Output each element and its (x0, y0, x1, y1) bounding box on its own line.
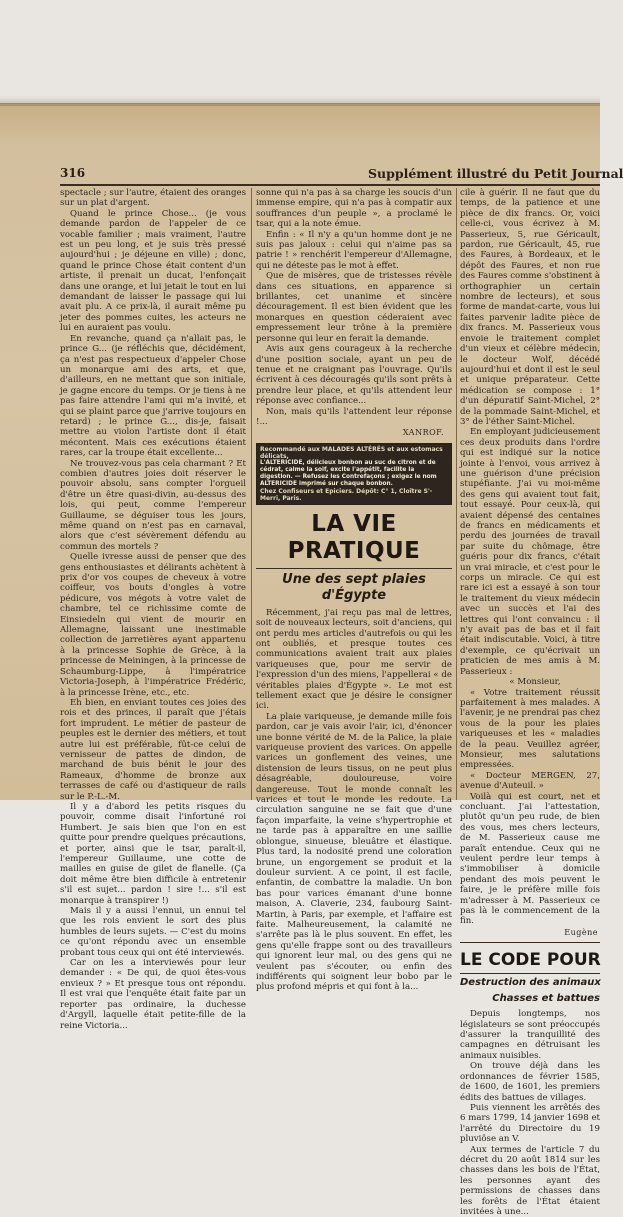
col3-paragraph: « Votre traitement réussit parfaitement à mes malades. A l'avenir, je ne prendrai pas chez vous de la pour les plaies variqueuses et les « maladies de la peau. Veuillez agréer, Monsieur, mes salutations empressées. (460, 687, 600, 771)
section-rule (256, 568, 452, 569)
col3-paragraph: Depuis longtemps, nos législateurs se sont préoccupés d'assurer la tranquillité des campagnes en détruisant les animaux nuisibles. (460, 1009, 600, 1061)
code-subtitle-1: Destruction des animaux (460, 977, 601, 989)
signature-eugene: Eugène (564, 927, 598, 937)
code-rule-bottom (460, 973, 600, 974)
ad-line-1: Recommandé aux MALADES ALTÉRÉS et aux estomacs délicats, (260, 445, 443, 460)
col2-paragraph: La plaie variqueuse, je demande mille fois pardon, car je vais avoir l'air, ici, d'énoncer une bonne vérité de M. de la Palice, la plaie variqueuse provient des varices. On appelle varices un gonflement des veines, une distension de leurs tissus, on ne peut plus désagréable, douloureuse, voire dangereuse. Tout le monde connaît les varices et tout le monde les redoute. La circulation sanguine ne se fait que d'une façon imparfaite, la veine s'hypertrophie et ne tarde pas à apparaître en une saillie oblongue, sinueuse, bleuâtre et élastique. Plus tard, la nodosité prend une coloration brune, un engorgement se produit et la douleur survient. A ce point, il est facile, enfantin, de combattre la maladie. Un bon bas pour varices émanant d'une bonne maison, A. Claverie, 234, faubourg Saint-Martin, à Paris, par exemple, et l'affaire est faite. Malheureusement, la calamité ne s'arrête pas là le plus souvent. En effet, les gens qu'elle frappe sont ou des travailleurs qui ignorent leur mal, ou des gens qui ne veulent pas s'écouter, ou enfin des indifférents qui soignent leur bobo par le plus profond mépris et qui font à la... (256, 711, 452, 993)
page-number: 316 (60, 166, 86, 180)
col1-paragraph: En revanche, quand ça n'allait pas, le prince G... (je réfléchis que, décidément, ça n'est pas respectueux d'appeler Chose un monarque ami des arts, et que, d'ailleurs, en ne mettant que son initiale, je gagne encore du temps. Or je tiens à ne pas faire attendre l'ami qui m'a invité, et qui se plaint parce que j'arrive toujours en retard) ; le prince G..., dis-je, faisait mettre au violon l'artiste dont il était mécontent. Mais ces exécutions étaient rares, car la troupe était excellente... (60, 333, 246, 459)
ad-line-2: L'ALTERICIDE, délicieux bonbon au suc de citron et de cédrat, calme la soif, excite l'appétit, facilite la digestion. — Refusez les Contrefaçons ; exigez le nom ALTERICIDE imprimé sur chaque bonbon. (260, 459, 437, 487)
col3-paragraph: On trouve déjà dans les ordonnances de février 1585, de 1600, de 1601, les premiers édits des battues de villages. (460, 1061, 600, 1103)
article-subtitle: Une des sept plaies d'Égypte (282, 571, 426, 603)
col3-paragraph: « Docteur MERGEN, 27, avenue d'Auteuil. » (460, 770, 600, 792)
column-2 (256, 188, 452, 993)
ad-line-3: Chez Confiseurs et Epiciers. Dépôt: C° 1, Cloître S'-Merri, Paris. (260, 487, 433, 502)
header-rule (60, 184, 600, 186)
altericide-advertisement (256, 443, 452, 505)
section-title: LA VIE PRATIQUE (287, 510, 421, 564)
page-header (60, 166, 623, 182)
col2-paragraph: Que de misères, que de tristesses révèle dans ces situations, en apparence si brillantes, cet unanime et sincère découragement. Il est bien évident que les monarques en question céderaient avec empressement leur trône à la première personne qui leur en ferait la demande. (256, 271, 452, 344)
col2-paragraph: Récemment, j'ai reçu pas mal de lettres, soit de nouveaux lecteurs, soit d'anciens, qui ont perdu mes articles d'autrefois ou qui les ont oubliés, et presque toutes ces communications avaient trait aux plaies variqueuses que, pour me servir de l'expression d'un des miens, l'appellerai « de véritables plaies d'Égypte ». Le mot est tellement exact que je désire le consigner ici. (256, 607, 452, 712)
code-rule-top (460, 942, 600, 943)
signature-xanrof: XANROF. (402, 428, 444, 438)
col2-paragraph: Enfin : « Il n'y a qu'un homme dont je ne suis pas jaloux : celui qui n'aime pas sa patrie ! » renchérit l'empereur d'Allemagne, qui ne déteste pas le mot à effet. (256, 229, 452, 271)
col1-paragraph: Ne trouvez-vous pas cela charmant ? Et combien d'autres joies doit réserver le pouvoir absolu, sans compter l'orgueil d'être un être quasi-divin, au-dessus des lois, qui peut, comme l'empereur Guillaume, se déguiser tous les jours, même quand on n'est pas en carnaval, alors que c'est sévèrement défendu au commun des mortels ? (60, 458, 246, 552)
col3-paragraph: En employant judicieusement ces deux produits dans l'ordre qui est indiqué sur la notice jointe à l'envoi, vous arrivez à une guérison d'une précision stupéfiante. J'ai vu moi-même des gens qui avaient tout fait, tout essayé. Pour ceux-là, qui avaient dépensé des centaines de francs en médicaments et perdu des journées de travail par suite du chômage, être guéris pour dix francs, c'était un vrai miracle, et c'est pour le corps un miracle. Ce qui est rare ici est a essayé à son tour le traitement du vieux médecin avec un succès et l'ai des lettres qui l'ont convaincu : il n'y avait pas de bas et il fait était indiscutable. Voici, à titre d'exemple, ce qu'écrivait un praticien de mes amis à M. Passerieux : (460, 427, 600, 677)
col3-paragraph: Aux termes de l'article 7 du décret du 20 août 1814 sur les chasses dans les bois de l'État, les personnes ayant des permissions de chasses dans les forêts de l'État étaient invitées à une... (460, 1144, 600, 1217)
column-rule-1 (251, 188, 252, 800)
col1-paragraph: Eh bien, en enviant toutes ces joies des rois et des princes, il paraît que j'étais fort imprudent. Le métier de pasteur de peuples est le dernier des métiers, et tout autre lui est préférable, fût-ce celui de vernisseur de pattes de dindon, de marchand de buis bénit le jour des Rameaux, d'homme de bronze aux terrasses de café ou d'astiqueur de rails sur le P.-L.-M. (60, 697, 246, 802)
col1-paragraph: Quand le prince Chose... (je vous demande pardon de l'appeler de ce vocable familier ; mais vraiment, l'autre est un peu long, et je suis très pressé aujourd'hui ; je déjeune en ville) ; donc, quand le prince Chose était content d'un artiste, il prenait un ducat, l'enfonçait dans une orange, et lui jetait le tout en lui demandant de laisser le passage qui lui avait plu. A ce prix-là, il aurait même pu jeter des pommes cuites, les acteurs ne lui en auraient pas voulu. (60, 208, 246, 334)
column-rule-2 (456, 188, 457, 800)
col1-paragraph: Quelle ivresse aussi de penser que des gens enthousiastes et délirants achètent à prix d'or vos coupes de cheveux à votre coiffeur, vos bouts d'ongles à votre pédicure, vos mégots à votre valet de chambre, tel ce richissime comte de Einsiedeln qui vient de mourir en Allemagne, laissant une inestimable collection de jarretières ayant appartenu à la princesse Sophie de Grèce, à la princesse de Meiningen, à la princesse de Schaumburg-Lippe, à l'impératrice Victoria-Joseph, à l'impératrice Frédéric, à la princesse Irène, etc., etc. (60, 552, 246, 698)
col2-paragraph: Avis aux gens courageux à la recherche d'une position sociale, ayant un peu de tenue et ne craignant pas l'ouvrage. Qu'ils écrivent à ces découragés qu'ils sont prêts à prendre leur place, et qu'ils attendent leur réponse avec confiance... (256, 344, 452, 407)
running-head: Supplément illustré du Petit Journal (368, 166, 623, 181)
code-section-title: LE CODE POUR (460, 950, 601, 971)
column-3 (460, 188, 601, 1217)
col3-paragraph: « Monsieur, (509, 677, 561, 688)
newspaper-page (0, 103, 623, 1217)
page-edge-shadow (0, 96, 600, 106)
column-1 (60, 188, 246, 1031)
col1-paragraph: Il y a d'abord les petits risques du pouvoir, comme disait l'infortuné roi Humbert. Je sais bien que l'on en est quitte pour prendre quelques précautions, et porter, ainsi que le tsar, paraît-il, l'empereur Guillaume, une cotte de mailles en guise de gilet de flanelle. (Ça doit même être bien difficile à entretenir s'il est sujet... pardon ! sire !... s'il est monarque à transpirer !) (60, 801, 246, 906)
code-subtitle-2: Chasses et battues (492, 993, 600, 1005)
col3-paragraph: cile à guérir. Il ne faut que du temps, de la patience et une pièce de dix francs. Or, voici celle-ci, vous écrivez à M. Passerieux, 5, rue Géricault, pardon, rue Géricault, 45, rue des Faures, à Bordeaux, et le dépôt des Faures, et non rue des Faures comme s'obstinent à orthographier un certain nombre de lecteurs), et sous forme de mandat-carte, vous lui faites parvenir ladite pièce de dix francs. M. Passerieux vous envoie le traitement complet d'un vieux et célèbre médecin, le docteur Wolf, décédé aujourd'hui et dont il est le seul et unique préparateur. Cette médication se compose : 1° d'un dépuratif Saint-Michel, 2° de la pommade Saint-Michel, et 3° de l'éther Saint-Michel. (460, 188, 600, 427)
col2-paragraph: Non, mais qu'ils l'attendent leur réponse !... (256, 406, 452, 427)
col2-paragraph: sonne qui n'a pas à sa charge les soucis d'un immense empire, qui n'a pas à compatir aux souffrances d'un peuple », a proclamé le tsar, qui a la note émue. (256, 188, 452, 230)
col3-paragraph: Puis viennent les arrêtés des 6 mars 1799, 14 janvier 1698 et l'arrêté du Directoire du 19 pluviôse an V. (460, 1102, 600, 1145)
col1-paragraph: Car on les a interviewés pour leur demander : « De qui, de quoi êtes-vous envieux ? » Et presque tous ont répondu. Il est vrai que l'enquête était faite par un reporter pas ordinaire, la duchesse d'Argyll, laquelle était petite-fille de la reine Victoria... (60, 958, 246, 1031)
col1-paragraph: Mais il y a aussi l'ennui, un ennui tel que les rois envient le sort des plus humbles de leurs sujets. — C'est du moins ce qu'ont répondu avec un ensemble probant tous ceux qui ont été interviewés. (60, 906, 246, 958)
col3-paragraph: Voilà qui est court, net et concluant. J'ai l'attestation, plutôt qu'un peu rude, de bien des vous, mes chers lecteurs, de M. Passerieux cause me paraît entendue. Ceux qui ne veulent perdre leur temps à s'immobiliser à domicile pendant des mois peuvent le faire, je le préfère mille fois m'adresser à M. Passerieux ce pas là le commencement de la fin. (460, 791, 600, 927)
col1-paragraph: spectacle ; sur l'autre, étaient des oranges sur un plat d'argent. (60, 188, 246, 209)
